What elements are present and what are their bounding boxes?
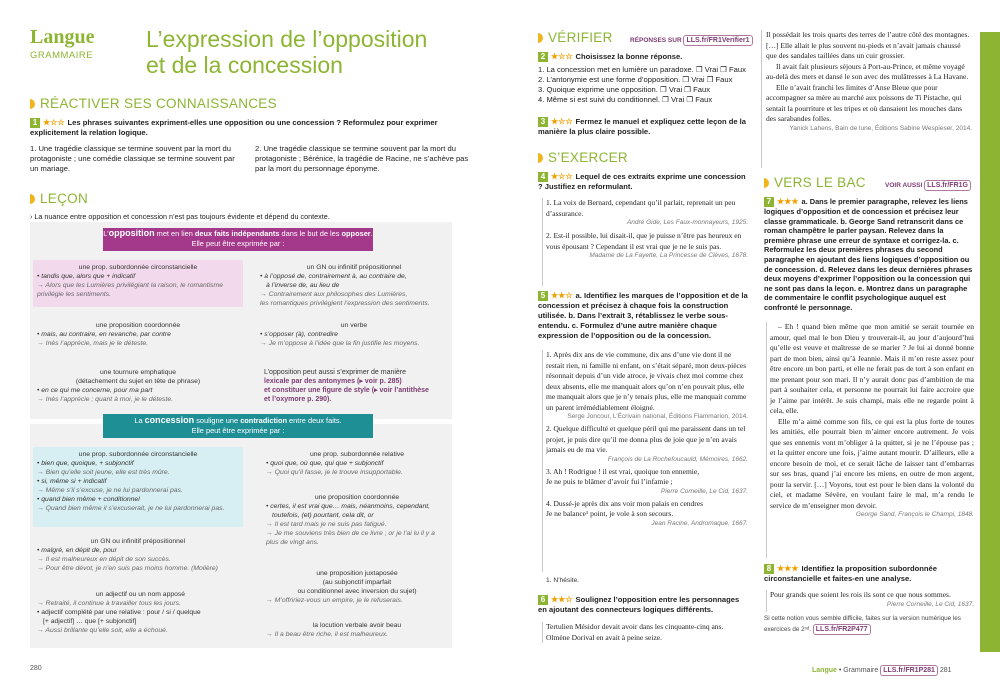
brand-subtitle: GRAMMAIRE <box>30 50 94 61</box>
exercise-text: Choisissez la bonne réponse. <box>575 52 683 61</box>
box-example: les romantiques privilégient l’expression des sentiments. <box>260 300 430 307</box>
exercise-1-item-2: 2. Une tragédie classique se termine souvent par la mort du protagoniste ; Bérénice, la tragédie de Racine, ne s’achève pas par la mort du personnage éponyme. <box>255 144 469 173</box>
note-line: et l’oxymore p. 290). <box>264 396 332 403</box>
voir-aussi-label <box>885 180 971 191</box>
section-title: RÉACTIVER SES CONNAISSANCES <box>40 96 277 111</box>
conc-avoir-beau-box <box>262 618 452 644</box>
exercise-text: Identifiez la proposition subordonnée circonstancielle et faites-en une analyse. <box>764 564 937 583</box>
section-marker <box>30 99 35 109</box>
band-bold: opposer <box>341 229 371 238</box>
extract-source: Yanick Lahens, Bain de lune, Éditions Sabine Wespieser, 2014. <box>789 124 972 132</box>
exercise-number: 3 <box>538 117 548 127</box>
box-heading: un GN ou infinitif prépositionnel <box>90 538 186 545</box>
voir-aussi-link[interactable]: LLS.fr/FR1G <box>924 180 971 191</box>
page-footer-right <box>812 665 952 676</box>
extract-source: Pierre Corneille, Le Cid, 1637. <box>886 600 974 608</box>
section-lecon <box>30 191 88 206</box>
band-keyword: concession <box>144 415 195 425</box>
section-marker <box>538 153 543 163</box>
opp-verb-box <box>256 318 452 354</box>
extract-rule <box>761 30 762 168</box>
page-number-right: 281 <box>939 667 952 674</box>
difficulty-stars: ★★★ <box>777 564 799 573</box>
box-example: → Il a beau être riche, il est malheureux. <box>266 631 389 638</box>
box-example: → Quoi qu’il fasse, je le trouve insupportable. <box>266 469 403 476</box>
note-line: L’opposition peut aussi s’exprimer de manière <box>264 369 407 376</box>
page-title <box>146 26 476 78</box>
page-number-left: 280 <box>30 665 42 672</box>
band-text: souligne une <box>194 416 241 425</box>
box-heading: un verbe <box>340 322 368 329</box>
conc-subordinate-box <box>33 447 243 527</box>
opp-subordinate-box <box>33 260 243 307</box>
exercise-8 <box>764 564 974 584</box>
exercise-8-question <box>764 564 974 584</box>
box-example: → Je m’oppose à l’idée que la fin justifie les moyens. <box>260 340 420 347</box>
exercise-number: 6 <box>538 595 548 605</box>
section-title: S’EXERCER <box>548 150 628 165</box>
voir-aussi-text: VOIR AUSSI <box>885 182 923 189</box>
exercise-5 <box>538 291 748 341</box>
section-marker <box>30 194 35 204</box>
box-example: → Je me souviens très bien de ce livre ; or je l’ai lu il y a <box>266 530 435 537</box>
section-title: VÉRIFIER <box>548 30 613 45</box>
extract-source: François de La Rochefoucauld, Mémoires, 1662. <box>607 455 748 463</box>
extract-text: 3. Ah ! Rodrigue ! il est vrai, quoique ton ennemie, <box>546 466 700 476</box>
difficulty-stars: ★★☆ <box>551 291 573 300</box>
answers-text: RÉPONSES SUR <box>630 37 682 44</box>
extract-rule <box>766 322 767 558</box>
box-line: • adjectif complété par une relative : pour / si / quelque <box>37 609 201 616</box>
extract-source: André Gide, Les Faux-monnayeurs, 1925. <box>626 219 748 226</box>
exercise-8-note <box>764 615 974 635</box>
exercise-text: Lequel de ces extraits exprime une concession ? Justifiez en reformulant. <box>538 172 746 191</box>
section-verifier <box>538 30 613 45</box>
exercise-3-question <box>538 117 748 137</box>
band-text: dans le but de les <box>279 229 342 238</box>
band-text: . <box>370 229 373 238</box>
section-vers-le-bac <box>764 175 866 190</box>
opposition-band <box>103 228 373 251</box>
box-example: → Il est tard mais je ne suis pas fatigué. <box>266 521 387 528</box>
extract-text: – Eh ! quand bien même que mon amitié se serait tournée en amour, quel mal le bon Dieu y trouverait-il, au jour d’aujourd’hui qu’elle est veuve et maîtresse de se marier ? Je lui ai donné bonne part de mon bien, ainsi qu’à Jeannie. Mais il m’en reste assez pour être encore un bon parti, et elle ne ferait pas de tort à son enfant en me prenant pour son mari. Il n’y aurait donc pas d’ambition de ma part à souhaiter cela, et personne ne pourrait lui faire accroire que je l’aime par intérêt. Je suis champi, mais elle ne regarde point à cela, elle. <box>770 322 974 415</box>
extract-text: 1. Après dix ans de vie commune, dix ans d’une vie dont il ne restait rien, ni famille ni enfant, on s’était séparé, mon deux-pièces résonnait depuis d’un vide atroce, je vivais chez moi comme chez deux absents, elle me manquait alors qu’on n’en pouvait plus, elle me manquait alors que je n’y tenais plus, elle me manquait comme un parent irrémédiablement éloigné. <box>546 350 747 412</box>
section-marker <box>538 33 543 43</box>
box-line: • malgré, en dépit de, pour <box>37 547 117 554</box>
box-example: → Aussi brillante qu’elle soit, elle a échoué. <box>37 627 168 634</box>
exercise-1 <box>30 118 470 138</box>
opp-coord-box <box>33 318 243 354</box>
exercise-number: 5 <box>538 291 548 301</box>
concession-band-line2: Elle peut être exprimée par : <box>191 426 285 435</box>
band-text: entre deux faits. <box>287 416 342 425</box>
exercise-number: 1 <box>30 118 40 128</box>
box-example: → Il est malheureux en dépit de son succès. <box>37 556 171 563</box>
footer-grammaire: • Grammaire <box>836 667 879 674</box>
box-line: • mais, au contraire, en revanche, par contre <box>37 331 171 338</box>
page-title-line2: et de la concession <box>146 52 343 78</box>
extract-text: Pour grands que soient les rois ils sont ce que nous sommes. <box>770 590 951 599</box>
exercise-4-question <box>538 172 748 192</box>
box-heading: une prop. subordonnée circonstancielle <box>78 264 198 271</box>
extract-text: Je ne puis te blâmer d’avoir fui l’infamie ; <box>546 477 673 486</box>
page-title-line1: L’expression de l’opposition <box>146 26 428 52</box>
exercise-2 <box>538 52 748 105</box>
exercise-5-extracts <box>546 350 748 527</box>
exercise-item: 2. L’antonymie est une forme d’opposition. ❐ Vrai ❐ Faux <box>538 75 733 84</box>
answers-link[interactable]: LLS.fr/FR1Verifier1 <box>683 35 752 46</box>
extract-text: Elle n’avait franchi les limites d’Anse Bleue que pour accompagner sa mère au marché aux poissons de Ti Pistache, qui sentait la pourriture et les tripes et où dansaient les mouches dans des sarabandes folles. <box>766 82 962 123</box>
note-link[interactable]: LLS.fr/FR2P477 <box>813 624 871 635</box>
exercise-text: a. Dans le premier paragraphe, relevez les liens logiques d’opposition et de concession et précisez leur classe grammaticale. b. George Sand retranscrit dans ce roman champêtre le parler paysan. Relevez dans la première phrase une erreur de syntaxe et corrigez-la. c. Reformulez les deux premières phrases du second paragraphe en ajoutant des liens logiques d’opposition ou de concession. d. Relevez dans les deux dernières phrases deux moyens d’exprimer l’opposition ou la concession qui ne sont pas dans la leçon. e. Montrez dans un paragraphe de commentaire le conflit psychologique auquel est confronté le personnage. <box>764 197 973 312</box>
band-keyword: opposition <box>108 228 155 238</box>
section-marker <box>764 178 769 188</box>
extract-source: Jean Racine, Andromaque, 1667. <box>651 519 748 527</box>
extract-rule <box>542 350 543 572</box>
note-line: lexicale par des antonymes (▸ voir p. 285) <box>264 378 402 385</box>
extract-text: 1. La voix de Bernard, cependant qu’il parlait, reprenait un peu d’assurance. <box>546 198 736 218</box>
box-heading: un adjectif ou un nom apposé <box>95 591 186 598</box>
box-line: • certes, il est vrai que… mais, néanmoins, cependant, <box>266 503 431 510</box>
opposition-band-line2: Elle peut être exprimée par : <box>191 239 285 248</box>
exercise-7-question <box>764 197 974 313</box>
box-line: • s’opposer (à), contredire <box>260 331 338 338</box>
exercise-item: 4. Même si est suivi du conditionnel. ❐ Vrai ❐ Faux <box>538 95 713 104</box>
exercise-text: Fermez le manuel et expliquez cette leçon de la manière la plus claire possible. <box>538 117 747 136</box>
box-subheading: (au subjonctif imparfait <box>322 579 392 586</box>
box-heading: une proposition coordonnée <box>95 322 181 329</box>
answers-label <box>630 35 753 46</box>
concession-band-line1 <box>103 415 373 426</box>
band-text: L’ <box>103 229 109 238</box>
difficulty-stars: ★★☆ <box>551 595 573 604</box>
box-example: → Retraité, il continue à travailler tous les jours. <box>37 600 181 607</box>
exercise-1-question <box>30 118 470 138</box>
extract-rule <box>766 590 767 612</box>
difficulty-stars: ★☆☆ <box>551 172 573 181</box>
opp-lexical-note <box>262 365 452 409</box>
exercise-item: 3. Quoique exprime une opposition. ❐ Vrai ❐ Faux <box>538 85 711 94</box>
conc-juxtaposed-box <box>262 566 452 610</box>
box-example: → Contrairement aux philosophes des Lumières, <box>260 291 408 298</box>
exercise-item: 1. La concession met en lumière un paradoxe. ❐ Vrai ❐ Faux <box>538 65 746 74</box>
concession-band <box>103 414 373 438</box>
conc-coord-box <box>262 490 452 556</box>
exercise-8-extract <box>770 590 974 608</box>
box-example: plus de vingt ans. <box>266 539 319 546</box>
box-subheading: ou conditionnel avec inversion du sujet) <box>297 588 417 595</box>
column4-extract <box>766 30 972 132</box>
opposition-band-line1 <box>103 228 373 239</box>
lesson-intro: › La nuance entre opposition et concession n’est pas toujours évidente et dépend du contexte. <box>30 212 330 221</box>
exercise-7 <box>764 197 974 313</box>
extract-rule <box>542 622 543 643</box>
box-line: • en ce qui me concerne, pour ma part <box>37 387 153 394</box>
box-line: • tandis que, alors que + indicatif <box>37 273 136 280</box>
exercise-number: 7 <box>764 197 774 207</box>
band-text: La <box>134 416 145 425</box>
exercise-2-question <box>538 52 748 62</box>
box-example: → Bien qu’elle soit jeune, elle est très mûre. <box>37 469 170 476</box>
box-line: toutefois, (et) pourtant, cela dit, or <box>272 512 374 519</box>
box-line: • quand bien même + conditionnel <box>37 496 140 503</box>
difficulty-stars: ★☆☆ <box>551 117 573 126</box>
extract-text: Il avait fait plusieurs séjours à Port-au-Prince, et même voyagé au-delà des mers et dansé le son avec des mulâtresses à La Havane. <box>766 61 969 81</box>
footer-link[interactable]: LLS.fr/FR1P281 <box>880 665 938 676</box>
extract-rule <box>542 198 543 286</box>
note-line: et constituer une figure de style (▸ voir l’antithèse <box>264 387 429 394</box>
box-line: • si, même si + indicatif <box>37 478 107 485</box>
extract-source: Madame de La Fayette, La Princesse de Clèves, 1678. <box>589 252 748 259</box>
extract-source: Pierre Corneille, Le Cid, 1637. <box>660 487 748 495</box>
box-line: • quoi que, où que, qui que + subjonctif <box>266 460 384 467</box>
band-text: met en lien <box>154 229 195 238</box>
exercise-3 <box>538 117 748 137</box>
band-bold: contradiction <box>240 416 287 425</box>
box-example: → M’offririez-vous un empire, je le refuserais. <box>266 597 403 604</box>
extract-text: Il possédait les trois quarts des terres de l’autre côté des montagnes. […] Elle allait le plus souvent nu-pieds et n’avait jamais chaussé que des sandales taillées dans un cuir grossier. <box>766 30 970 60</box>
extract-text: 2. Quelque difficulté et quelque péril qui me paraissent dans un tel projet, je puis dire qu’il me donna plus de joie que je n’en avais jamais eu de ma vie. <box>546 424 746 454</box>
box-example: → Alors que les Lumières privilégiant la raison, le romantisme privilégie les sentiments. <box>37 282 223 298</box>
difficulty-stars: ★★★ <box>777 197 799 206</box>
difficulty-stars: ★☆☆ <box>551 52 573 61</box>
box-example: → Pour être dévot, je n’en suis pas moins homme. (Molière) <box>37 565 218 572</box>
section-exercer <box>538 150 628 165</box>
box-example: → Quand bien même il s’excuserait, je ne lui pardonnerai pas. <box>37 505 225 512</box>
opp-emphatic-box <box>33 365 243 409</box>
extract-text: 2. Est-il possible, lui disait-il, que je puisse n’être pas heureux en vous épousant ? Cependant il est vrai que je ne le suis pas. <box>546 231 742 251</box>
box-heading: un GN ou infinitif prépositionnel <box>306 264 402 271</box>
exercise-5-footnote: 1. N’hésite. <box>546 577 579 584</box>
exercise-number: 8 <box>764 564 774 574</box>
section-title: LEÇON <box>40 191 89 206</box>
box-heading: la locution verbale avoir beau <box>312 622 402 629</box>
box-heading: une prop. subordonnée circonstancielle <box>78 451 198 458</box>
page-edge-bar <box>980 32 1000 652</box>
box-example: → Inès l’apprécie, mais je le déteste. <box>37 340 149 347</box>
exercise-4-extracts <box>546 198 748 259</box>
difficulty-stars: ★☆☆ <box>43 118 65 127</box>
conc-gn-box <box>33 534 243 580</box>
extract-source: Serge Joncour, L’Écrivain national, Éditions Flammarion, 2014. <box>567 413 748 420</box>
brand-title: Langue <box>30 26 95 48</box>
box-example: → Même s’il s’excuse, je ne lui pardonnerai pas. <box>37 487 183 494</box>
box-heading: une prop. subordonnée relative <box>309 451 405 458</box>
exercise-6-extract: Tertulien Mésidor devait avoir dans les cinquante-cinq ans. Olmène Dorival en avait à peine seize. <box>546 622 724 642</box>
section-reactiver <box>30 96 277 111</box>
exercise-6 <box>538 595 748 615</box>
extract-text: Elle m’a aimé comme son fils, ce qui est la plus forte de toutes les amitiés, elle pourrait bien m’aimer encore autrement. Je vois que ses ennemis vont m’obliger à la quitter, si je ne l’épouse pas ; et la quitter encore une fois, j’aime autant mourir. D’ailleurs, elle a encore besoin de moi, et ce serait lâche de laisser tant d’embarras sur ses bras, quand j’ai encore les miens, en outre de mon argent, pour la servir. […] Voyons, tout est pour le bien dans la volonté du ciel, et madame Sévère, en voulant faire le mal, m’a rendu le service de m’enseigner mon devoir. <box>770 416 974 510</box>
exercise-number: 4 <box>538 172 548 182</box>
box-line: à l’inverse de, au lieu de <box>266 282 340 289</box>
exercise-6-question <box>538 595 748 615</box>
exercise-7-extract <box>770 322 974 518</box>
exercise-number: 2 <box>538 52 548 62</box>
box-heading: une proposition coordonnée <box>314 494 400 501</box>
exercise-5-question <box>538 291 748 341</box>
box-line: • à l’opposé de, contrairement à, au contraire de, <box>260 273 407 280</box>
conc-relative-box <box>262 447 452 483</box>
extract-text: Je ne balance¹ point, je vole à son secours. <box>546 509 674 518</box>
extract-source: George Sand, François le Champi, 1848. <box>855 511 974 518</box>
box-example: → Inès l’apprécie ; quant à moi, je le déteste. <box>37 396 174 403</box>
box-line: [+ adjectif] … que [+ subjonctif] <box>43 618 137 625</box>
footer-langue: Langue <box>812 667 837 674</box>
section-title: VERS LE BAC <box>774 175 866 190</box>
band-bold: deux faits indépendants <box>194 229 280 238</box>
box-heading: une tournure emphatique <box>100 369 176 376</box>
box-line: • bien que, quoique, + subjonctif <box>37 460 134 467</box>
opp-gn-box <box>256 260 452 307</box>
extract-text: 4. Dussé-je après dix ans voir mon palais en cendres <box>546 498 704 508</box>
box-subheading: (détachement du sujet en tête de phrase) <box>75 378 201 385</box>
exercise-text: Soulignez l’opposition entre les personnages en ajoutant des connecteurs logiques différents. <box>538 595 740 614</box>
note-text: Si cette notion vous semble difficile, faites sur la version numérique les exercices de 2ⁿᵈ. <box>764 615 961 633</box>
exercise-text: Les phrases suivantes expriment-elles une opposition ou une concession ? Reformulez pour exprimer explicitement la relation logique. <box>30 118 438 137</box>
conc-adjective-box <box>33 587 248 643</box>
box-heading: une proposition juxtaposée <box>316 570 398 577</box>
exercise-text: a. Identifiez les marques de l’opposition et de la concession et précisez à chaque fois la construction utilisée. b. Dans l’extrait 3, rétablissez le verbe sous-entendu. c. Formulez d’une autre manière chaque expression de l’opposition ou de la concession. <box>538 291 748 340</box>
exercise-4 <box>538 172 748 192</box>
exercise-1-item-1: 1. Une tragédie classique se termine souvent par la mort du protagoniste ; une comédie classique se termine souvent par un mariage. <box>30 144 235 173</box>
